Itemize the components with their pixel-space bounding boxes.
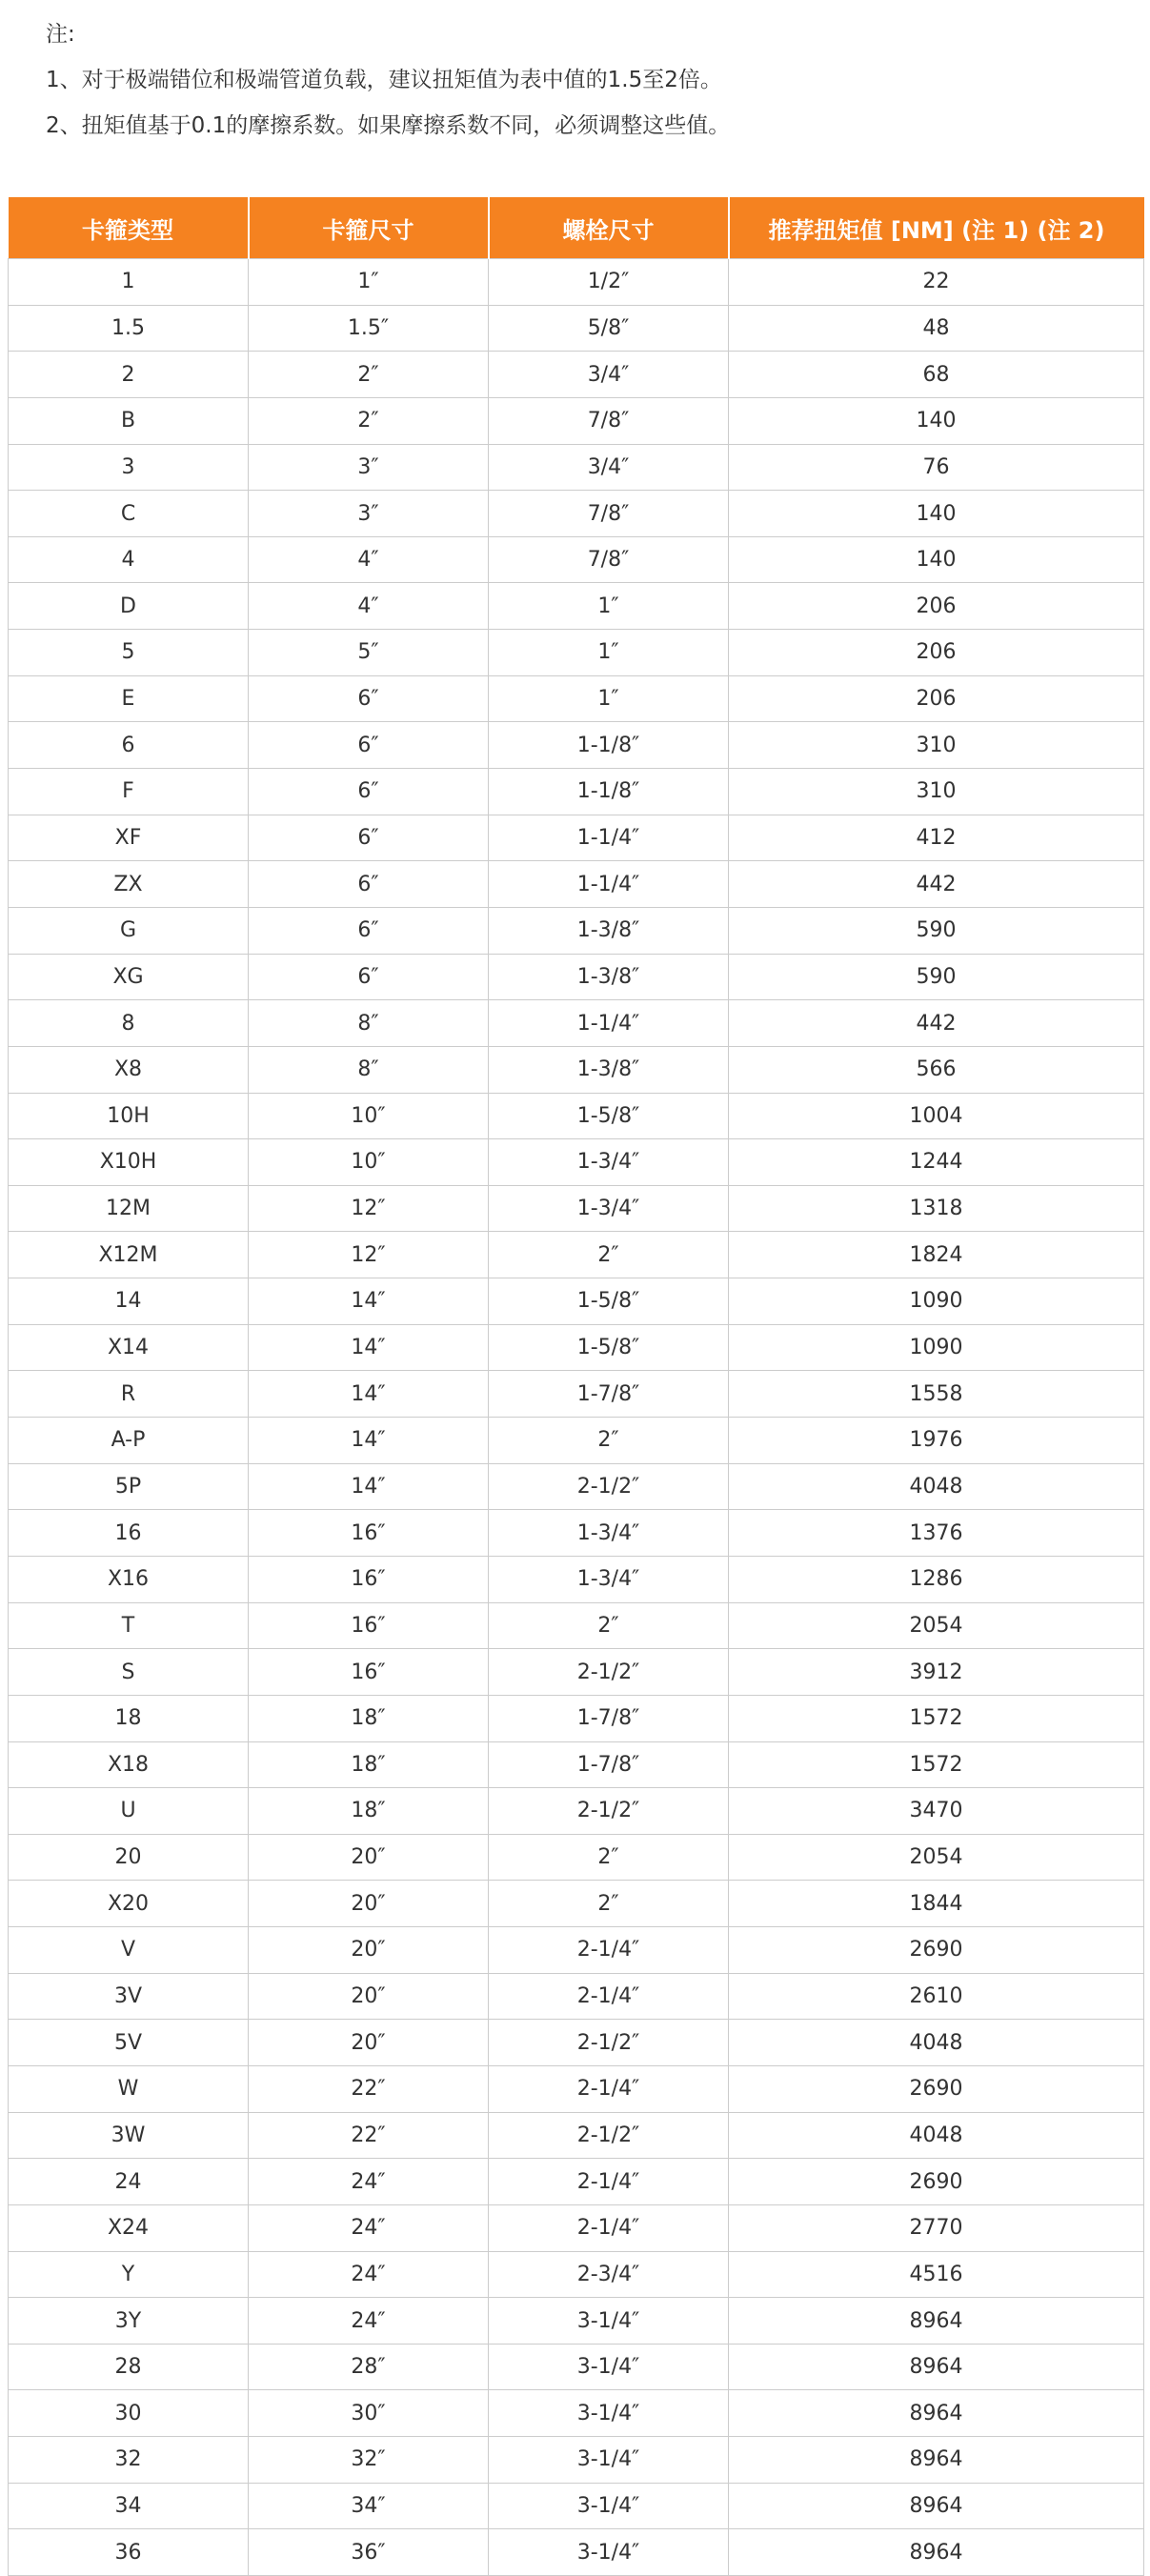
cell-clamp-size: 8″	[249, 1046, 489, 1093]
table-row	[9, 1046, 1144, 1093]
cell-bolt-size: 7/8″	[489, 491, 729, 537]
table-row	[9, 1185, 1144, 1232]
cell-clamp-type: B	[9, 397, 249, 444]
table-row	[9, 1093, 1144, 1139]
cell-clamp-type: 5	[9, 630, 249, 676]
table-row	[9, 2020, 1144, 2066]
cell-clamp-size: 24″	[249, 2298, 489, 2345]
cell-torque-value: 442	[729, 1000, 1144, 1047]
cell-torque-value: 1572	[729, 1741, 1144, 1788]
cell-torque-value: 206	[729, 630, 1144, 676]
cell-bolt-size: 1-5/8″	[489, 1278, 729, 1325]
cell-bolt-size: 2″	[489, 1418, 729, 1464]
cell-clamp-size: 1″	[249, 259, 489, 306]
cell-clamp-type: 32	[9, 2437, 249, 2484]
cell-clamp-type: E	[9, 675, 249, 722]
cell-clamp-type: A-P	[9, 1418, 249, 1464]
cell-bolt-size: 1-3/8″	[489, 954, 729, 1000]
table-row	[9, 1788, 1144, 1835]
table-row	[9, 1324, 1144, 1371]
cell-clamp-type: C	[9, 491, 249, 537]
cell-torque-value: 1558	[729, 1371, 1144, 1418]
cell-clamp-size: 24″	[249, 2159, 489, 2205]
cell-clamp-size: 20″	[249, 1927, 489, 1974]
cell-clamp-size: 6″	[249, 861, 489, 908]
cell-bolt-size: 2-3/4″	[489, 2251, 729, 2298]
cell-clamp-size: 2″	[249, 397, 489, 444]
cell-torque-value: 310	[729, 769, 1144, 815]
cell-clamp-size: 3″	[249, 444, 489, 491]
cell-torque-value: 4048	[729, 2112, 1144, 2159]
cell-clamp-size: 20″	[249, 2020, 489, 2066]
cell-clamp-size: 10″	[249, 1093, 489, 1139]
cell-clamp-size: 22″	[249, 2065, 489, 2112]
cell-bolt-size: 1-3/8″	[489, 907, 729, 954]
table-row	[9, 1371, 1144, 1418]
cell-torque-value: 412	[729, 815, 1144, 861]
cell-bolt-size: 2-1/2″	[489, 2020, 729, 2066]
cell-clamp-size: 36″	[249, 2529, 489, 2576]
cell-clamp-type: D	[9, 583, 249, 630]
cell-clamp-type: X10H	[9, 1139, 249, 1186]
table-row	[9, 1278, 1144, 1325]
cell-clamp-type: 28	[9, 2344, 249, 2390]
cell-torque-value: 1572	[729, 1695, 1144, 1741]
cell-clamp-type: 6	[9, 722, 249, 769]
table-body	[9, 259, 1144, 2576]
cell-bolt-size: 2-1/4″	[489, 2159, 729, 2205]
cell-bolt-size: 2-1/2″	[489, 1649, 729, 1696]
cell-bolt-size: 5/8″	[489, 305, 729, 352]
cell-torque-value: 1286	[729, 1556, 1144, 1602]
table-row	[9, 536, 1144, 583]
cell-bolt-size: 1-7/8″	[489, 1741, 729, 1788]
cell-clamp-type: Y	[9, 2251, 249, 2298]
cell-bolt-size: 3-1/4″	[489, 2437, 729, 2484]
table-row	[9, 2483, 1144, 2529]
cell-clamp-size: 30″	[249, 2390, 489, 2437]
cell-torque-value: 310	[729, 722, 1144, 769]
cell-torque-value: 8964	[729, 2344, 1144, 2390]
table-row	[9, 583, 1144, 630]
cell-torque-value: 1244	[729, 1139, 1144, 1186]
table-row	[9, 2437, 1144, 2484]
cell-clamp-size: 14″	[249, 1371, 489, 1418]
cell-clamp-type: 5P	[9, 1463, 249, 1510]
cell-clamp-size: 14″	[249, 1463, 489, 1510]
cell-clamp-size: 16″	[249, 1649, 489, 1696]
cell-clamp-size: 3″	[249, 491, 489, 537]
cell-clamp-size: 22″	[249, 2112, 489, 2159]
cell-clamp-type: 3W	[9, 2112, 249, 2159]
cell-clamp-size: 12″	[249, 1232, 489, 1278]
header-clamp-size: 卡箍尺寸	[249, 197, 489, 259]
cell-clamp-size: 16″	[249, 1510, 489, 1557]
table-row	[9, 954, 1144, 1000]
table-row	[9, 1510, 1144, 1557]
cell-torque-value: 1318	[729, 1185, 1144, 1232]
table-row	[9, 352, 1144, 398]
table-row	[9, 305, 1144, 352]
table-row	[9, 444, 1144, 491]
cell-bolt-size: 2″	[489, 1881, 729, 1927]
cell-clamp-size: 8″	[249, 1000, 489, 1047]
cell-torque-value: 442	[729, 861, 1144, 908]
cell-clamp-size: 14″	[249, 1418, 489, 1464]
cell-bolt-size: 1-3/4″	[489, 1556, 729, 1602]
cell-bolt-size: 3/4″	[489, 352, 729, 398]
cell-bolt-size: 1-1/4″	[489, 861, 729, 908]
cell-clamp-type: 5V	[9, 2020, 249, 2066]
cell-bolt-size: 1-3/4″	[489, 1185, 729, 1232]
cell-torque-value: 2610	[729, 1973, 1144, 2020]
cell-clamp-type: V	[9, 1927, 249, 1974]
cell-clamp-type: 36	[9, 2529, 249, 2576]
cell-torque-value: 4516	[729, 2251, 1144, 2298]
cell-bolt-size: 1″	[489, 675, 729, 722]
cell-torque-value: 590	[729, 954, 1144, 1000]
cell-clamp-type: X8	[9, 1046, 249, 1093]
table-row	[9, 769, 1144, 815]
cell-bolt-size: 1″	[489, 583, 729, 630]
cell-bolt-size: 2-1/2″	[489, 1463, 729, 1510]
cell-torque-value: 140	[729, 397, 1144, 444]
cell-clamp-size: 28″	[249, 2344, 489, 2390]
cell-bolt-size: 2-1/4″	[489, 1973, 729, 2020]
cell-torque-value: 8964	[729, 2483, 1144, 2529]
notes-section	[46, 11, 1094, 149]
cell-clamp-size: 16″	[249, 1556, 489, 1602]
cell-clamp-type: 30	[9, 2390, 249, 2437]
cell-bolt-size: 1-3/4″	[489, 1510, 729, 1557]
cell-torque-value: 1976	[729, 1418, 1144, 1464]
table-row	[9, 2529, 1144, 2576]
cell-clamp-type: U	[9, 1788, 249, 1835]
cell-torque-value: 48	[729, 305, 1144, 352]
table-row	[9, 1463, 1144, 1510]
table-row	[9, 1000, 1144, 1047]
cell-torque-value: 68	[729, 352, 1144, 398]
cell-clamp-size: 4″	[249, 536, 489, 583]
cell-clamp-type: X12M	[9, 1232, 249, 1278]
note-line-1: 1、对于极端错位和极端管道负载，建议扭矩值为表中值的1.5至2倍。	[46, 68, 722, 92]
cell-clamp-type: X14	[9, 1324, 249, 1371]
cell-torque-value: 1090	[729, 1278, 1144, 1325]
cell-torque-value: 140	[729, 491, 1144, 537]
cell-clamp-size: 20″	[249, 1881, 489, 1927]
table-row	[9, 1881, 1144, 1927]
cell-torque-value: 1844	[729, 1881, 1144, 1927]
table-row	[9, 815, 1144, 861]
cell-bolt-size: 2-1/4″	[489, 1927, 729, 1974]
cell-torque-value: 590	[729, 907, 1144, 954]
cell-torque-value: 8964	[729, 2390, 1144, 2437]
cell-clamp-type: 1.5	[9, 305, 249, 352]
cell-clamp-size: 2″	[249, 352, 489, 398]
table-row	[9, 2344, 1144, 2390]
table-row	[9, 1232, 1144, 1278]
table-row	[9, 1834, 1144, 1881]
table-row	[9, 1602, 1144, 1649]
cell-clamp-type: 2	[9, 352, 249, 398]
cell-clamp-type: 24	[9, 2159, 249, 2205]
cell-bolt-size: 2-1/2″	[489, 1788, 729, 1835]
table-row	[9, 491, 1144, 537]
cell-torque-value: 22	[729, 259, 1144, 306]
cell-clamp-size: 6″	[249, 675, 489, 722]
table-row	[9, 907, 1144, 954]
table-row	[9, 1556, 1144, 1602]
cell-clamp-type: 10H	[9, 1093, 249, 1139]
table-row	[9, 675, 1144, 722]
cell-clamp-size: 24″	[249, 2251, 489, 2298]
cell-clamp-size: 14″	[249, 1278, 489, 1325]
cell-bolt-size: 1-1/4″	[489, 815, 729, 861]
table-row	[9, 2065, 1144, 2112]
cell-bolt-size: 3-1/4″	[489, 2298, 729, 2345]
cell-torque-value: 2054	[729, 1602, 1144, 1649]
cell-clamp-type: 16	[9, 1510, 249, 1557]
cell-clamp-type: R	[9, 1371, 249, 1418]
cell-torque-value: 76	[729, 444, 1144, 491]
cell-clamp-type: 1	[9, 259, 249, 306]
cell-clamp-size: 18″	[249, 1788, 489, 1835]
cell-clamp-type: X16	[9, 1556, 249, 1602]
cell-clamp-size: 18″	[249, 1741, 489, 1788]
table-row	[9, 2251, 1144, 2298]
cell-torque-value: 2770	[729, 2204, 1144, 2251]
header-recommended-torque: 推荐扭矩值 [NM] (注 1) (注 2)	[729, 197, 1144, 259]
cell-bolt-size: 2-1/2″	[489, 2112, 729, 2159]
cell-clamp-type: 34	[9, 2483, 249, 2529]
cell-clamp-type: 20	[9, 1834, 249, 1881]
cell-bolt-size: 1-5/8″	[489, 1324, 729, 1371]
cell-bolt-size: 1-1/4″	[489, 1000, 729, 1047]
cell-torque-value: 1376	[729, 1510, 1144, 1557]
cell-torque-value: 4048	[729, 1463, 1144, 1510]
cell-clamp-size: 24″	[249, 2204, 489, 2251]
cell-bolt-size: 3-1/4″	[489, 2483, 729, 2529]
table-row	[9, 259, 1144, 306]
table-row	[9, 1695, 1144, 1741]
cell-bolt-size: 1/2″	[489, 259, 729, 306]
cell-clamp-size: 1.5″	[249, 305, 489, 352]
table-row	[9, 2390, 1144, 2437]
table-row	[9, 1973, 1144, 2020]
cell-bolt-size: 3/4″	[489, 444, 729, 491]
cell-bolt-size: 2″	[489, 1602, 729, 1649]
cell-torque-value: 1004	[729, 1093, 1144, 1139]
cell-clamp-size: 12″	[249, 1185, 489, 1232]
cell-bolt-size: 3-1/4″	[489, 2344, 729, 2390]
cell-clamp-type: 4	[9, 536, 249, 583]
table-row	[9, 2112, 1144, 2159]
cell-clamp-size: 5″	[249, 630, 489, 676]
cell-torque-value: 2054	[729, 1834, 1144, 1881]
cell-clamp-type: 18	[9, 1695, 249, 1741]
cell-clamp-size: 32″	[249, 2437, 489, 2484]
cell-torque-value: 3470	[729, 1788, 1144, 1835]
cell-bolt-size: 1-5/8″	[489, 1093, 729, 1139]
cell-clamp-size: 14″	[249, 1324, 489, 1371]
cell-bolt-size: 1-1/8″	[489, 722, 729, 769]
notes-heading: 注:	[46, 22, 75, 47]
cell-clamp-size: 20″	[249, 1973, 489, 2020]
cell-torque-value: 8964	[729, 2529, 1144, 2576]
table-row	[9, 2159, 1144, 2205]
cell-clamp-type: S	[9, 1649, 249, 1696]
table-row	[9, 1139, 1144, 1186]
cell-torque-value: 206	[729, 583, 1144, 630]
cell-clamp-size: 4″	[249, 583, 489, 630]
cell-bolt-size: 1-3/4″	[489, 1139, 729, 1186]
table-row	[9, 722, 1144, 769]
cell-clamp-type: T	[9, 1602, 249, 1649]
cell-torque-value: 8964	[729, 2437, 1144, 2484]
cell-torque-value: 1824	[729, 1232, 1144, 1278]
cell-bolt-size: 2-1/4″	[489, 2204, 729, 2251]
table-row	[9, 861, 1144, 908]
cell-torque-value: 2690	[729, 2159, 1144, 2205]
cell-clamp-type: W	[9, 2065, 249, 2112]
table-row	[9, 630, 1144, 676]
cell-clamp-size: 18″	[249, 1695, 489, 1741]
cell-bolt-size: 3-1/4″	[489, 2390, 729, 2437]
cell-clamp-type: ZX	[9, 861, 249, 908]
cell-clamp-size: 34″	[249, 2483, 489, 2529]
cell-clamp-type: 8	[9, 1000, 249, 1047]
cell-bolt-size: 2″	[489, 1834, 729, 1881]
cell-torque-value: 1090	[729, 1324, 1144, 1371]
cell-torque-value: 140	[729, 536, 1144, 583]
cell-bolt-size: 1-3/8″	[489, 1046, 729, 1093]
cell-torque-value: 2690	[729, 2065, 1144, 2112]
cell-clamp-type: F	[9, 769, 249, 815]
cell-torque-value: 3912	[729, 1649, 1144, 1696]
table-row	[9, 1649, 1144, 1696]
cell-torque-value: 4048	[729, 2020, 1144, 2066]
table-header	[9, 197, 1144, 259]
cell-bolt-size: 1-7/8″	[489, 1371, 729, 1418]
cell-bolt-size: 1-1/8″	[489, 769, 729, 815]
cell-bolt-size: 7/8″	[489, 397, 729, 444]
cell-bolt-size: 1″	[489, 630, 729, 676]
cell-clamp-type: X18	[9, 1741, 249, 1788]
torque-table	[8, 197, 1144, 2576]
cell-clamp-size: 6″	[249, 769, 489, 815]
table-row	[9, 397, 1144, 444]
header-bolt-size: 螺栓尺寸	[489, 197, 729, 259]
cell-clamp-type: XF	[9, 815, 249, 861]
cell-bolt-size: 3-1/4″	[489, 2529, 729, 2576]
table-row	[9, 1927, 1144, 1974]
cell-clamp-size: 20″	[249, 1834, 489, 1881]
header-row	[9, 197, 1144, 259]
cell-clamp-size: 6″	[249, 815, 489, 861]
cell-torque-value: 206	[729, 675, 1144, 722]
cell-bolt-size: 7/8″	[489, 536, 729, 583]
cell-clamp-size: 10″	[249, 1139, 489, 1186]
note-line-2: 2、扭矩值基于0.1的摩擦系数。如果摩擦系数不同，必须调整这些值。	[46, 113, 731, 138]
cell-torque-value: 2690	[729, 1927, 1144, 1974]
cell-clamp-type: XG	[9, 954, 249, 1000]
cell-clamp-size: 6″	[249, 954, 489, 1000]
cell-clamp-type: X24	[9, 2204, 249, 2251]
cell-clamp-size: 16″	[249, 1602, 489, 1649]
cell-bolt-size: 2″	[489, 1232, 729, 1278]
cell-clamp-type: 3Y	[9, 2298, 249, 2345]
cell-clamp-type: 14	[9, 1278, 249, 1325]
torque-table-container	[8, 197, 1143, 2576]
header-clamp-type: 卡箍类型	[9, 197, 249, 259]
cell-clamp-type: 3	[9, 444, 249, 491]
table-row	[9, 1741, 1144, 1788]
cell-clamp-type: 3V	[9, 1973, 249, 2020]
table-row	[9, 2298, 1144, 2345]
cell-clamp-type: G	[9, 907, 249, 954]
cell-clamp-type: X20	[9, 1881, 249, 1927]
table-row	[9, 1418, 1144, 1464]
cell-torque-value: 8964	[729, 2298, 1144, 2345]
cell-clamp-size: 6″	[249, 907, 489, 954]
cell-bolt-size: 2-1/4″	[489, 2065, 729, 2112]
cell-clamp-type: 12M	[9, 1185, 249, 1232]
cell-clamp-size: 6″	[249, 722, 489, 769]
table-row	[9, 2204, 1144, 2251]
cell-bolt-size: 1-7/8″	[489, 1695, 729, 1741]
cell-torque-value: 566	[729, 1046, 1144, 1093]
